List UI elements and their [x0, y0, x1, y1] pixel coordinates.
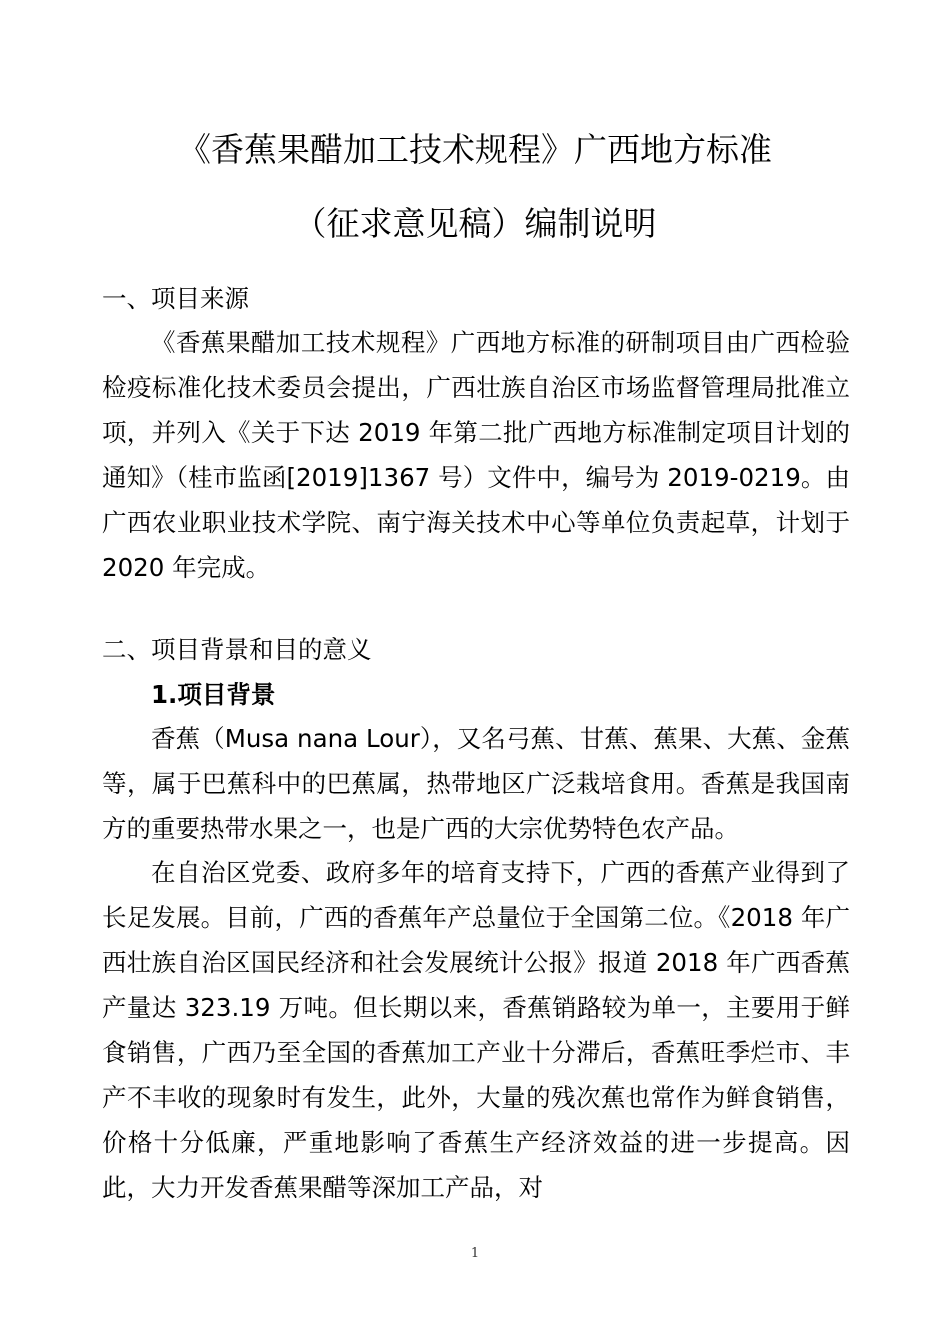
- document-title-line-1: 《香蕉果醋加工技术规程》广西地方标准: [178, 130, 772, 169]
- section-2-paragraph-1: 香蕉（Musa nana Lour），又名弓蕉、甘蕉、蕉果、大蕉、金蕉等，属于巴蕉科中的巴蕉属，热带地区广泛栽培食用。香蕉是我国南方的重要热带水果之一，也是广西的大宗优势特色农产品。: [102, 724, 850, 843]
- document-title-line-2: （征求意见稿）编制说明: [293, 204, 657, 243]
- section-2-heading: 二、项目背景和目的意义: [102, 635, 372, 664]
- section-1-paragraph: 《香蕉果醋加工技术规程》广西地方标准的研制项目由广西检验检疫标准化技术委员会提出，广西壮族自治区市场监督管理局批准立项，并列入《关于下达 2019 年第二批广西地方标准制定项目计划的通知》（桂市监函[2019]1367 号）文件中，编号为 2019-0219。由广西农业职业技术学院、南宁海关技术中心等单位负责起草，计划于 2020 年完成。: [102, 328, 850, 582]
- page-number: 1: [470, 1246, 480, 1261]
- section-1-heading: 一、项目来源: [102, 284, 249, 313]
- section-2-paragraph-2: 在自治区党委、政府多年的培育支持下，广西的香蕉产业得到了长足发展。目前，广西的香蕉年产总量位于全国第二位。《2018 年广西壮族自治区国民经济和社会发展统计公报》报道 2018 年广西香蕉产量达 323.19 万吨。但长期以来，香蕉销路较为单一，主要用于鲜食销售，广西乃至全国的香蕉加工产业十分滞后，香蕉旺季烂市、丰产不丰收的现象时有发生，此外，大量的残次蕉也常作为鲜食销售，价格十分低廉，严重地影响了香蕉生产经济效益的进一步提高。因此，大力开发香蕉果醋等深加工产品，对: [102, 858, 850, 1202]
- section-2-subheading: 1.项目背景: [151, 680, 276, 709]
